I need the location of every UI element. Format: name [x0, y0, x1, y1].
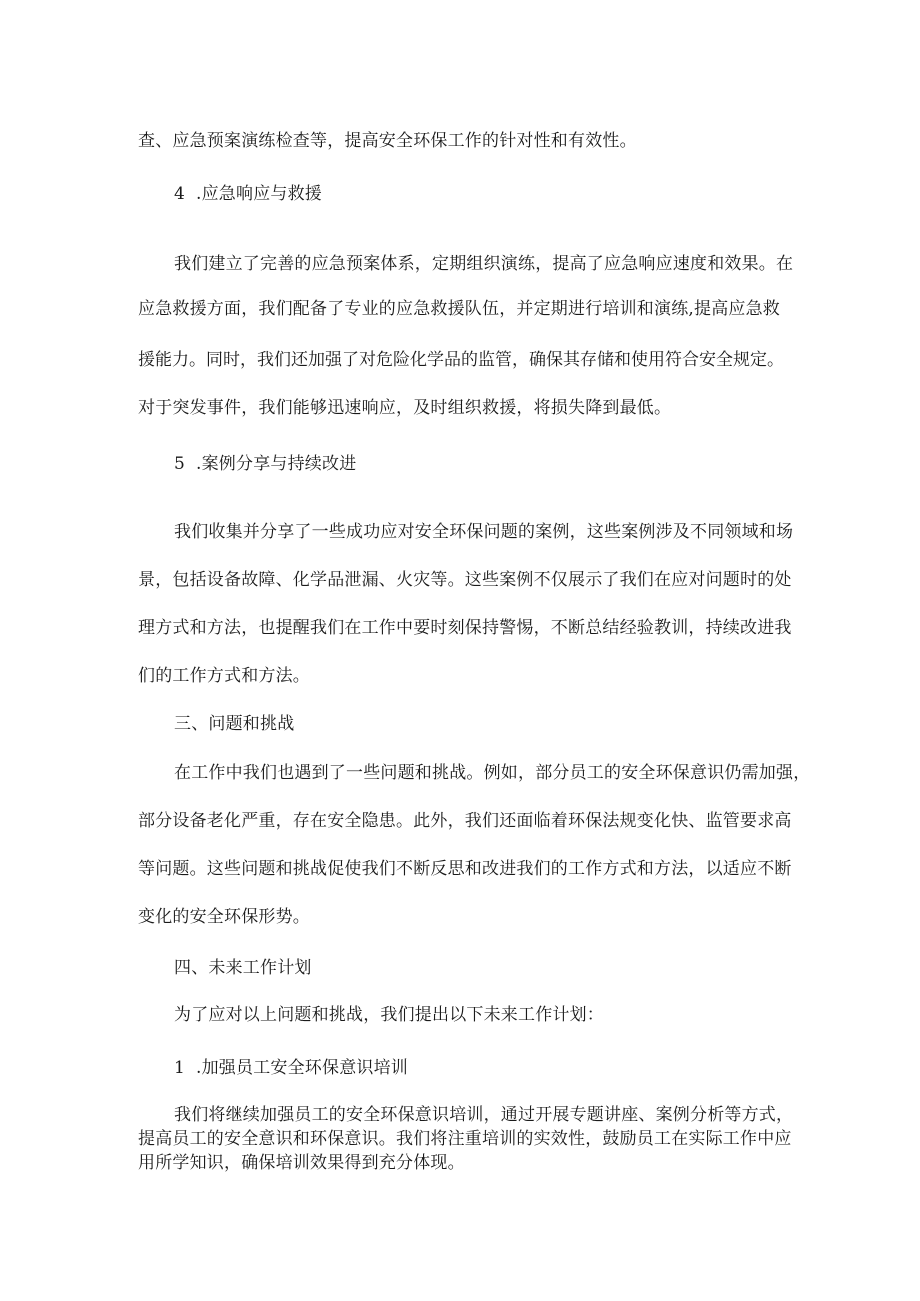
paragraph-line: 提高员工的安全意识和环保意识。我们将注重培训的实效性，鼓励员工在实际工作中应: [138, 1129, 792, 1149]
section-heading-5: [174, 453, 834, 475]
paragraph-line: 等问题。这些问题和挑战促使我们不断反思和改进我们的工作方式和方法，以适应不断: [138, 859, 792, 879]
section-number: 4: [174, 184, 186, 204]
paragraph-line: 我们将继续加强员工的安全环保意识培训，通过开展专题讲座、案例分析等方式，: [174, 1105, 794, 1125]
paragraph-line: 用所学知识，确保培训效果得到充分体现。: [138, 1153, 465, 1173]
paragraph-line: 应急救援方面，我们配备了专业的应急救援队伍，并定期进行培训和演练,提高应急救: [138, 299, 781, 319]
paragraph-line: 在工作中我们也遇到了一些问题和挑战。例如，部分员工的安全环保意识仍需加强，: [174, 763, 811, 783]
section-title: .加强员工安全环保意识培训: [196, 1058, 409, 1078]
section-number: 1: [174, 1058, 186, 1078]
paragraph-line: 们的工作方式和方法。: [138, 666, 310, 686]
paragraph-line: 变化的安全环保形势。: [138, 907, 310, 927]
paragraph-line: 理方式和方法，也提醒我们在工作中要时刻保持警惕，不断总结经验教训，持续改进我: [138, 618, 792, 638]
paragraph-line: 对于突发事件，我们能够迅速响应，及时组织救援，将损失降到最低。: [138, 398, 672, 418]
paragraph-line: 景，包括设备故障、化学品泄漏、火灾等。这些案例不仅展示了我们在应对问题时的处: [138, 570, 792, 590]
chapter-heading-4: 四、未来工作计划: [174, 958, 312, 978]
section-title: .案例分享与持续改进: [196, 454, 357, 474]
paragraph-line: 为了应对以上问题和挑战，我们提出以下未来工作计划：: [174, 1005, 604, 1025]
paragraph-line: 我们收集并分享了一些成功应对安全环保问题的案例，这些案例涉及不同领域和场: [174, 522, 794, 542]
chapter-heading-3: 三、问题和挑战: [174, 714, 295, 734]
section-title: .应急响应与救援: [196, 184, 323, 204]
section-number: 5: [174, 454, 186, 474]
paragraph-line: 我们建立了完善的应急预案体系，定期组织演练，提高了应急响应速度和效果。在: [174, 254, 794, 274]
section-heading-4: [174, 183, 834, 205]
paragraph-line: 援能力。同时，我们还加强了对危险化学品的监管，确保其存储和使用符合安全规定。: [138, 350, 784, 370]
paragraph-line: 部分设备老化严重，存在安全隐患。此外，我们还面临着环保法规变化快、监管要求高: [138, 811, 792, 831]
section-heading-1: [174, 1057, 834, 1079]
paragraph-line: 查、应急预案演练检查等，提高安全环保工作的针对性和有效性。: [138, 131, 637, 151]
